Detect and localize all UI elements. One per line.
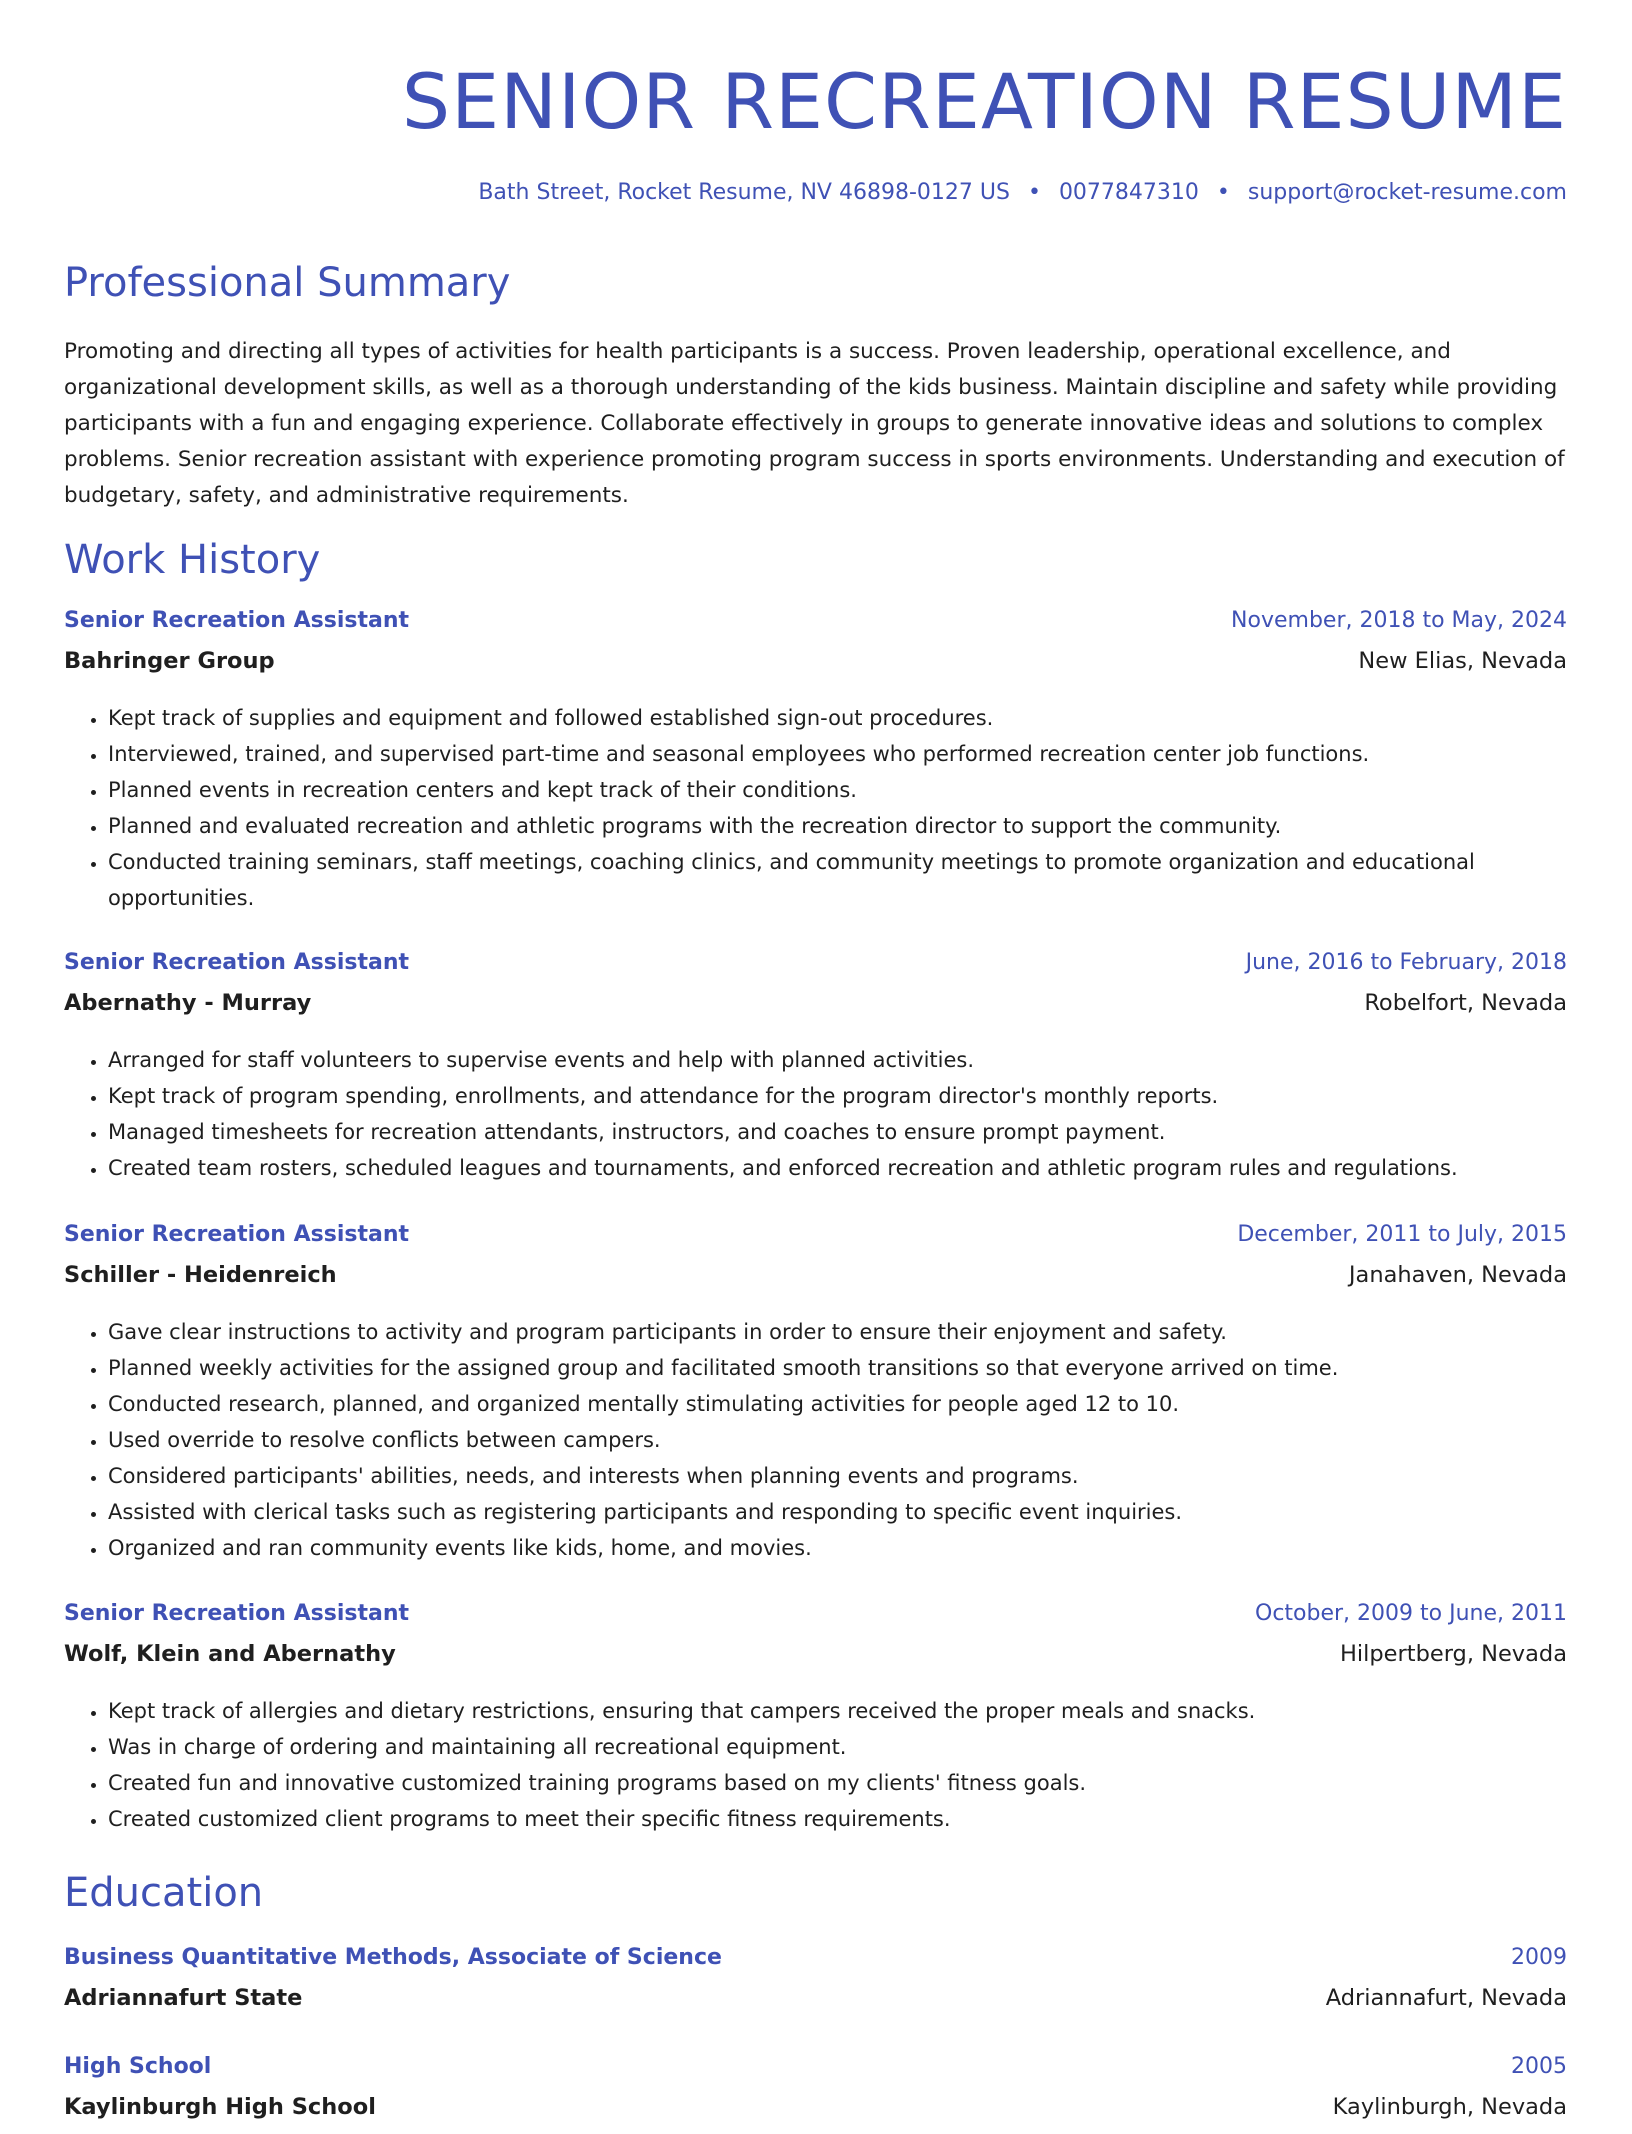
job-bullet: • Organized and ran community events like kids, home, and movies. bbox=[108, 1530, 1567, 1566]
job-role: Senior Recreation Assistant bbox=[64, 950, 409, 975]
job-bullet: • Kept track of allergies and dietary restrictions, ensuring that campers received the proper meals and snacks. bbox=[108, 1693, 1567, 1729]
education-heading: Education bbox=[64, 1870, 264, 1916]
job-dates: June, 2016 to February, 2018 bbox=[1245, 950, 1567, 975]
contact-separator: • bbox=[1216, 180, 1230, 205]
job-company: Abernathy - Murray bbox=[64, 990, 312, 1016]
education-school: Kaylinburgh High School bbox=[64, 2094, 376, 2120]
education-year: 2009 bbox=[1511, 1945, 1567, 1970]
education-location: Adriannafurt, Nevada bbox=[1325, 1985, 1567, 2011]
job-dates: December, 2011 to July, 2015 bbox=[1237, 1222, 1567, 1247]
job-bullets bbox=[64, 1693, 1567, 1837]
job-bullet: • Created team rosters, scheduled leagues and tournaments, and enforced recreation and athletic program rules and regulations. bbox=[108, 1150, 1567, 1186]
job-bullet: • Kept track of program spending, enrollments, and attendance for the program director's monthly reports. bbox=[108, 1078, 1567, 1114]
contact-email: support@rocket-resume.com bbox=[1247, 180, 1567, 205]
job-dates: November, 2018 to May, 2024 bbox=[1231, 608, 1567, 633]
contact-address: Bath Street, Rocket Resume, NV 46898-0127 US bbox=[478, 180, 1010, 205]
education-entry bbox=[64, 2054, 1567, 2134]
resume-title: SENIOR RECREATION RESUME bbox=[401, 57, 1567, 146]
job-bullet: • Managed timesheets for recreation attendants, instructors, and coaches to ensure prompt payment. bbox=[108, 1114, 1567, 1150]
job-dates: October, 2009 to June, 2011 bbox=[1255, 1601, 1567, 1626]
contact-separator: • bbox=[1027, 180, 1041, 205]
job-role: Senior Recreation Assistant bbox=[64, 1601, 409, 1626]
job-location: New Elias, Nevada bbox=[1358, 648, 1567, 674]
work-history-heading: Work History bbox=[64, 537, 321, 583]
job-entry bbox=[64, 1601, 1567, 1837]
job-bullet: • Created fun and innovative customized training programs based on my clients' fitness goals. bbox=[108, 1765, 1567, 1801]
job-company: Wolf, Klein and Abernathy bbox=[64, 1641, 396, 1667]
job-bullet: • Planned and evaluated recreation and athletic programs with the recreation director to support the community. bbox=[108, 808, 1567, 844]
job-company: Bahringer Group bbox=[64, 648, 275, 674]
job-bullet: • Conducted research, planned, and organized mentally stimulating activities for people aged 12 to 10. bbox=[108, 1386, 1567, 1422]
job-bullet: • Used override to resolve conflicts between campers. bbox=[108, 1422, 1567, 1458]
job-bullets bbox=[64, 1314, 1567, 1566]
job-bullet: • Conducted training seminars, staff meetings, coaching clinics, and community meetings to promote organization and educational opportunities. bbox=[108, 844, 1567, 916]
contact-phone: 0077847310 bbox=[1058, 180, 1199, 205]
contact-line bbox=[478, 180, 1567, 205]
education-school: Adriannafurt State bbox=[64, 1985, 303, 2011]
job-bullet: • Arranged for staff volunteers to supervise events and help with planned activities. bbox=[108, 1042, 1567, 1078]
job-bullet: • Interviewed, trained, and supervised part-time and seasonal employees who performed recreation center job functions. bbox=[108, 736, 1567, 772]
resume-page bbox=[64, 0, 1567, 2120]
job-entry bbox=[64, 1222, 1567, 1566]
job-bullet: • Considered participants' abilities, needs, and interests when planning events and programs. bbox=[108, 1458, 1567, 1494]
education-degree: Business Quantitative Methods, Associate of Science bbox=[64, 1945, 722, 1970]
job-bullet: • Was in charge of ordering and maintaining all recreational equipment. bbox=[108, 1729, 1567, 1765]
job-entry bbox=[64, 608, 1567, 916]
job-bullet: • Planned weekly activities for the assigned group and facilitated smooth transitions so that everyone arrived on time. bbox=[108, 1350, 1567, 1386]
job-bullets bbox=[64, 1042, 1567, 1186]
job-role: Senior Recreation Assistant bbox=[64, 1222, 409, 1247]
job-location: Hilpertberg, Nevada bbox=[1339, 1641, 1567, 1667]
job-bullet: • Gave clear instructions to activity and program participants in order to ensure their enjoyment and safety. bbox=[108, 1314, 1567, 1350]
job-bullets bbox=[64, 700, 1567, 916]
education-location: Kaylinburgh, Nevada bbox=[1332, 2094, 1567, 2120]
summary-heading: Professional Summary bbox=[64, 260, 511, 306]
job-role: Senior Recreation Assistant bbox=[64, 608, 409, 633]
education-year: 2005 bbox=[1511, 2054, 1567, 2079]
job-bullet: • Planned events in recreation centers and kept track of their conditions. bbox=[108, 772, 1567, 808]
education-entry bbox=[64, 1945, 1567, 2025]
job-bullet: • Assisted with clerical tasks such as registering participants and responding to specific event inquiries. bbox=[108, 1494, 1567, 1530]
job-location: Robelfort, Nevada bbox=[1364, 990, 1567, 1016]
job-bullet: • Kept track of supplies and equipment and followed established sign-out procedures. bbox=[108, 700, 1567, 736]
job-company: Schiller - Heidenreich bbox=[64, 1262, 337, 1288]
summary-text: Promoting and directing all types of activities for health participants is a success. Proven leadership, operational excellence, and organizational development skills, as well as a thorough understanding of the kids business. Maintain discipline and safety while providing participants with a fun and engaging experience. Collaborate effectively in groups to generate innovative ideas and solutions to complex problems. Senior recreation assistant with experience promoting program success in sports environments. Understanding and execution of budgetary, safety, and administrative requirements. bbox=[64, 339, 1565, 508]
education-degree: High School bbox=[64, 2054, 212, 2079]
job-location: Janahaven, Nevada bbox=[1348, 1262, 1567, 1288]
job-bullet: • Created customized client programs to meet their specific fitness requirements. bbox=[108, 1801, 1567, 1837]
job-entry bbox=[64, 950, 1567, 1186]
